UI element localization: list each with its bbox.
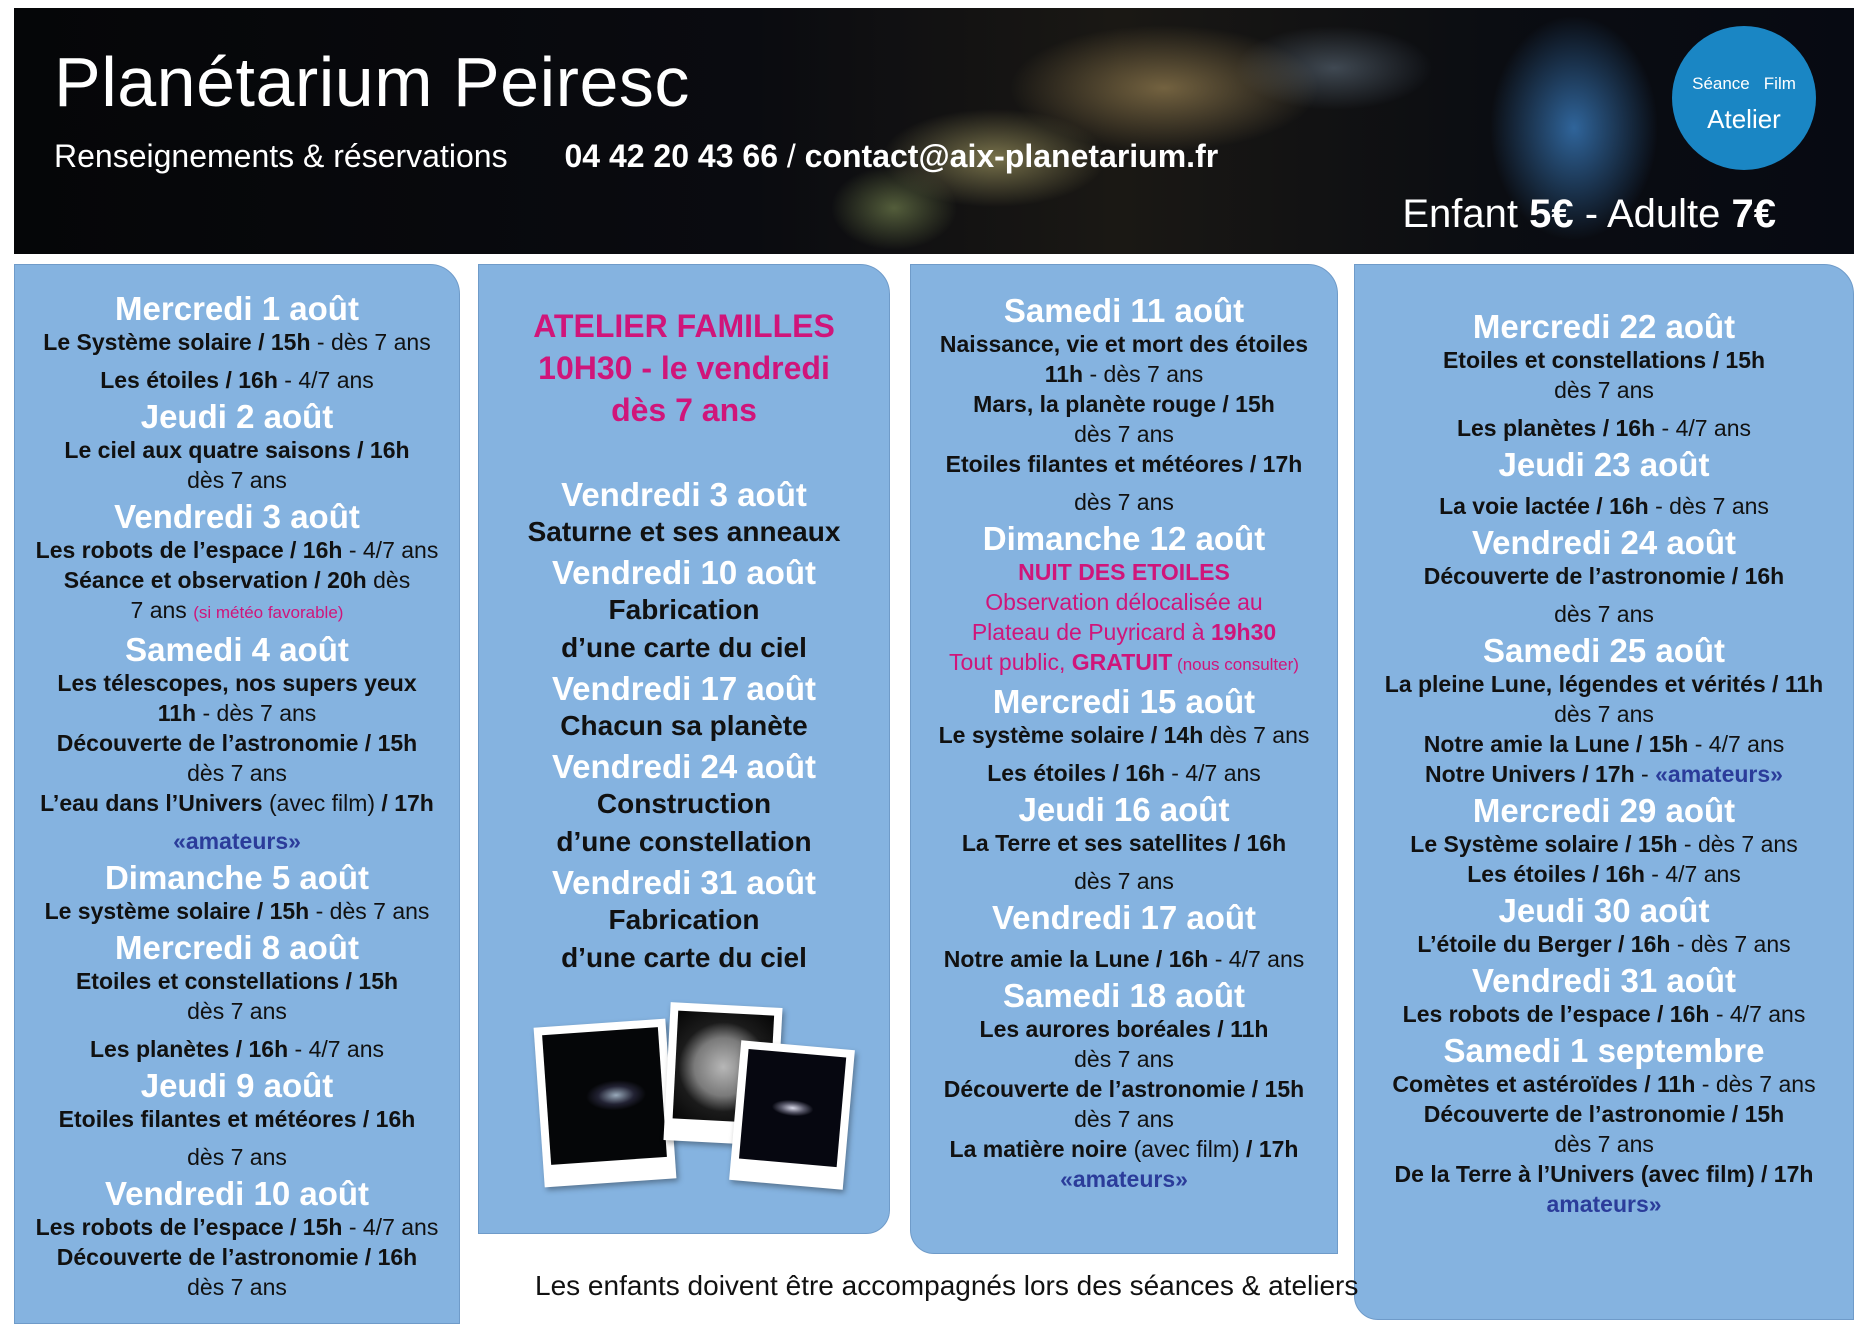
session-line: L’eau dans l’Univers (avec film) / 17h: [40, 790, 434, 816]
session-age: dès 7 ans: [1554, 1131, 1654, 1157]
session-line: Notre amie la Lune / 16h - 4/7 ans: [943, 946, 1305, 972]
header-banner: [14, 8, 1854, 254]
session-age: dès 7 ans: [187, 467, 287, 493]
session-line: Découverte de l’astronomie / 16h: [56, 1244, 418, 1270]
atelier-topic: Fabrication: [608, 594, 760, 625]
session-line: Le système solaire / 14h dès 7 ans: [938, 722, 1310, 748]
day-heading: Vendredi 10 août: [104, 1175, 370, 1212]
session-line: La Terre et ses satellites / 16h: [961, 830, 1287, 856]
session-line: Naissance, vie et mort des étoiles: [939, 331, 1309, 357]
atelier-topic: Chacun sa planète: [560, 710, 808, 741]
atelier-topic: d’une constellation: [556, 826, 812, 857]
schedule-column-2: [478, 264, 890, 1234]
day-heading: Jeudi 9 août: [140, 1067, 334, 1104]
session-line: Découverte de l’astronomie / 16h: [1423, 563, 1785, 589]
day-heading: Samedi 4 août: [125, 631, 349, 668]
day-heading: Vendredi 3 août: [114, 498, 360, 535]
session-line: Les planètes / 16h - 4/7 ans: [1456, 415, 1752, 441]
photo-collage: [539, 1005, 839, 1205]
session-age: dès 7 ans: [1074, 1106, 1174, 1132]
schedule-column-1: [14, 264, 460, 1324]
session-line: Séance et observation / 20h dès: [63, 567, 411, 593]
atelier-age: dès 7 ans: [611, 392, 757, 428]
info-label: Renseignements & réservations: [54, 138, 508, 174]
atelier-topic: d’une carte du ciel: [561, 632, 807, 663]
galaxy-photo: [534, 1019, 677, 1188]
day-heading: Samedi 1 septembre: [1443, 1032, 1765, 1069]
price-child-value: 5€: [1529, 192, 1574, 236]
phone-number[interactable]: 04 42 20 43 66: [564, 138, 778, 174]
session-line: Les étoiles / 16h - 4/7 ans: [1467, 861, 1741, 887]
price-info: [1402, 192, 1776, 237]
session-age: dès 7 ans: [1554, 601, 1654, 627]
session-line: Mars, la planète rouge / 15h: [973, 391, 1275, 417]
price-adult-label: - Adulte: [1573, 192, 1732, 236]
session-line: Découverte de l’astronomie / 15h: [56, 730, 418, 756]
session-line: L’étoile du Berger / 16h - dès 7 ans: [1417, 931, 1791, 957]
atelier-title: ATELIER FAMILLES: [533, 308, 835, 344]
price-adult-value: 7€: [1731, 192, 1776, 236]
session-line: Les robots de l’espace / 16h - 4/7 ans: [35, 537, 439, 563]
session-line: Les étoiles / 16h - 4/7 ans: [987, 760, 1261, 786]
session-age: dès 7 ans: [187, 1144, 287, 1170]
atelier-topic: Construction: [596, 788, 772, 819]
session-age: dès 7 ans: [1554, 701, 1654, 727]
day-heading: Vendredi 17 août: [991, 899, 1257, 936]
day-heading: Vendredi 31 août: [551, 864, 817, 901]
session-age: dès 7 ans: [187, 760, 287, 786]
day-heading: Vendredi 17 août: [551, 670, 817, 707]
day-heading: Jeudi 30 août: [1498, 892, 1710, 929]
session-line: Découverte de l’astronomie / 15h: [1423, 1101, 1785, 1127]
atelier-topic: d’une carte du ciel: [561, 942, 807, 973]
day-heading: Jeudi 2 août: [140, 398, 334, 435]
session-line: 7 ans (si météo favorable): [130, 597, 344, 623]
andromeda-photo: [729, 1040, 855, 1189]
event-line: Tout public, GRATUIT (nous consulter): [949, 649, 1299, 675]
day-heading: Mercredi 29 août: [1472, 792, 1736, 829]
session-age: dès 7 ans: [187, 1274, 287, 1300]
price-child-label: Enfant: [1402, 192, 1530, 236]
badge-atelier: Atelier: [1707, 104, 1781, 134]
day-heading: Vendredi 10 août: [551, 554, 817, 591]
audience-tag: «amateurs»: [1060, 1166, 1188, 1192]
session-line: Les planètes / 16h - 4/7 ans: [89, 1036, 385, 1062]
contact-info: [54, 138, 1218, 175]
email-link[interactable]: contact@aix-planetarium.fr: [804, 138, 1219, 174]
session-line: La voie lactée / 16h - dès 7 ans: [1439, 493, 1769, 519]
day-heading: Mercredi 22 août: [1472, 308, 1736, 345]
session-line: Les robots de l’espace / 15h - 4/7 ans: [35, 1214, 439, 1240]
day-heading: Samedi 25 août: [1482, 632, 1726, 669]
audience-tag: «amateurs»: [173, 828, 301, 854]
session-line: Notre Univers / 17h - «amateurs»: [1425, 761, 1783, 787]
session-line: De la Terre à l’Univers (avec film) / 17h: [1394, 1161, 1814, 1187]
atelier-topic: Saturne et ses anneaux: [527, 516, 841, 547]
day-heading: Vendredi 3 août: [561, 476, 807, 513]
session-line: Les aurores boréales / 11h: [979, 1016, 1269, 1042]
page-title: Planétarium Peiresc: [54, 43, 690, 121]
session-age: dès 7 ans: [1554, 377, 1654, 403]
day-heading: Vendredi 24 août: [1471, 524, 1737, 561]
session-line: Etoiles filantes et météores / 17h: [945, 451, 1303, 477]
session-age: dès 7 ans: [1074, 421, 1174, 447]
session-line: Comètes et astéroïdes / 11h - dès 7 ans: [1392, 1071, 1816, 1097]
session-line: Les étoiles / 16h - 4/7 ans: [100, 367, 374, 393]
session-line: Etoiles filantes et météores / 16h: [58, 1106, 416, 1132]
session-age: dès 7 ans: [1074, 489, 1174, 515]
session-age: dès 7 ans: [1074, 1046, 1174, 1072]
separator: /: [777, 138, 805, 174]
session-line: Le ciel aux quatre saisons / 16h: [64, 437, 410, 463]
session-line: La pleine Lune, légendes et vérités / 11h: [1384, 671, 1824, 697]
session-line: Le système solaire / 15h - dès 7 ans: [44, 898, 430, 924]
session-age: dès 7 ans: [1074, 868, 1174, 894]
session-line: Les robots de l’espace / 16h - 4/7 ans: [1402, 1001, 1806, 1027]
session-line: La matière noire (avec film) / 17h: [949, 1136, 1299, 1162]
session-line: Etoiles et constellations / 15h: [1442, 347, 1766, 373]
session-line: 11h - dès 7 ans: [1044, 361, 1204, 387]
event-line: Observation délocalisée au: [985, 589, 1263, 615]
schedule-column-4: [1354, 264, 1854, 1320]
session-line: Notre amie la Lune / 15h - 4/7 ans: [1423, 731, 1785, 757]
session-line: Etoiles et constellations / 15h: [75, 968, 399, 994]
badge-seance: Séance: [1692, 74, 1750, 93]
schedule-column-3: [910, 264, 1338, 1254]
session-line: Le Système solaire / 15h - dès 7 ans: [43, 329, 431, 355]
day-heading: Mercredi 8 août: [115, 929, 359, 966]
session-line: 11h - dès 7 ans: [157, 700, 317, 726]
day-heading: Jeudi 23 août: [1498, 446, 1710, 483]
session-line: Les télescopes, nos supers yeux: [57, 670, 417, 696]
day-heading: Vendredi 31 août: [1471, 962, 1737, 999]
day-heading: Vendredi 24 août: [551, 748, 817, 785]
day-heading: Mercredi 15 août: [992, 683, 1256, 720]
category-badge: [1672, 26, 1816, 170]
badge-film: Film: [1763, 74, 1796, 93]
day-heading: Samedi 18 août: [1002, 977, 1246, 1014]
day-heading: Jeudi 16 août: [1018, 791, 1230, 828]
session-age: dès 7 ans: [187, 998, 287, 1024]
footer-note: Les enfants doivent être accompagnés lors des séances & ateliers: [535, 1270, 1359, 1301]
day-heading: Samedi 11 août: [1003, 292, 1245, 329]
session-line: Le Système solaire / 15h - dès 7 ans: [1410, 831, 1798, 857]
event-title: NUIT DES ETOILES: [1018, 559, 1230, 585]
day-heading: Dimanche 12 août: [982, 520, 1266, 557]
atelier-time: 10H30 - le vendredi: [538, 350, 830, 386]
event-line: Plateau de Puyricard à 19h30: [971, 619, 1277, 645]
day-heading: Dimanche 5 août: [104, 859, 370, 896]
session-line: Découverte de l’astronomie / 15h: [943, 1076, 1305, 1102]
atelier-topic: Fabrication: [608, 904, 760, 935]
day-heading: Mercredi 1 août: [115, 290, 359, 327]
audience-tag: amateurs»: [1546, 1191, 1662, 1217]
